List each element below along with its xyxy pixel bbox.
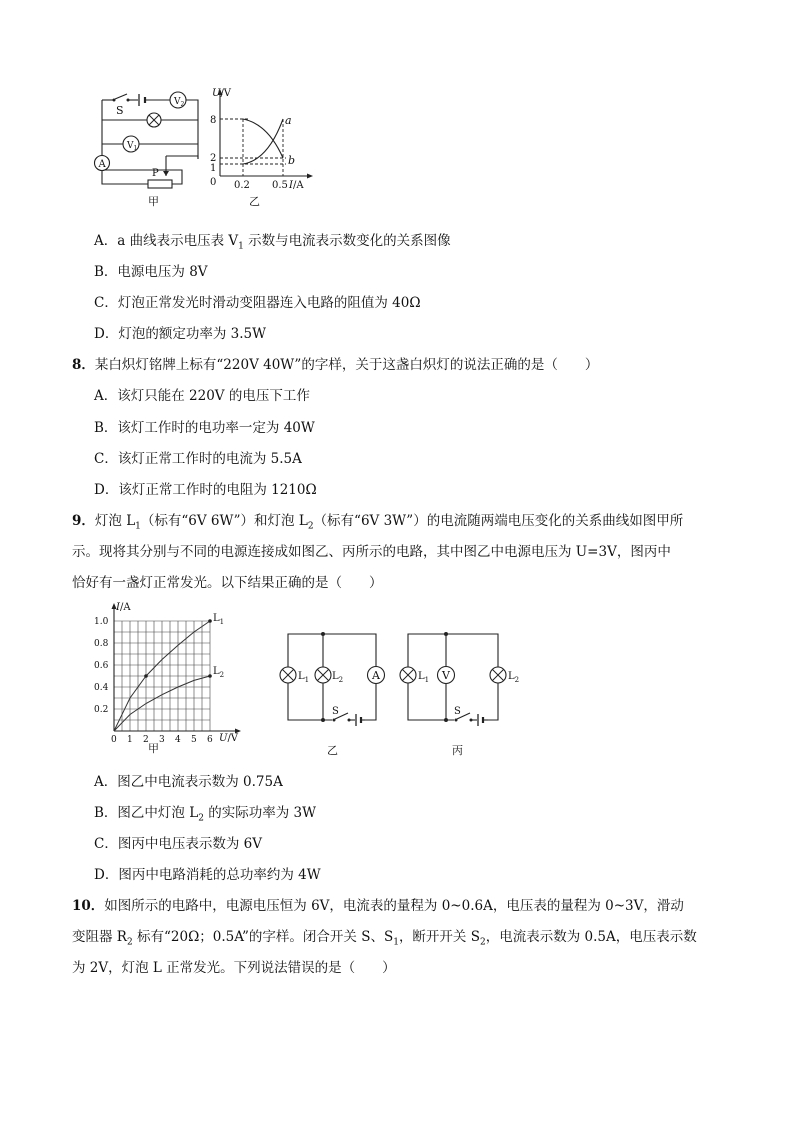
- x-tick-label: 5: [191, 735, 197, 745]
- x-tick-label: 4: [175, 735, 181, 745]
- q9-option-b[interactable]: B．图乙中灯泡 $L_2$ 的实际功率为 3W: [94, 805, 316, 824]
- curve-b: [243, 119, 283, 164]
- svg-text:S: S: [454, 706, 461, 717]
- q7-option-a[interactable]: A．a 曲线表示电压表 $V_1$ 示数与电流表示数变化的关系图像: [94, 233, 451, 252]
- y-tick-label: 0.8: [94, 639, 109, 649]
- q9-stem-line2: 示。现将其分别与不同的电源连接成如图乙、丙所示的电路，其中图乙中电源电压为 U=3V，图丙中: [72, 544, 671, 560]
- series-end-point-l1: [208, 619, 212, 623]
- svg-text:I/A: I/A: [289, 180, 304, 191]
- q7-option-d[interactable]: D．灯泡的额定功率为 3.5W: [94, 326, 266, 342]
- svg-text:0.5: 0.5: [272, 180, 288, 191]
- q9-option-a[interactable]: A．图乙中电流表示数为 0.75A: [94, 774, 283, 790]
- x-tick-label: 3: [159, 735, 165, 745]
- q8-option-a[interactable]: A．该灯只能在 220V 的电压下工作: [94, 388, 310, 404]
- q8-option-b[interactable]: B．该灯工作时的电功率一定为 40W: [94, 420, 315, 436]
- q8-option-c[interactable]: C．该灯正常工作时的电流为 5.5A: [94, 451, 302, 467]
- svg-text:A: A: [372, 669, 380, 682]
- svg-text:U/V: U/V: [212, 88, 232, 99]
- svg-text:1: 1: [210, 163, 217, 174]
- caption-jia: 甲: [148, 195, 159, 208]
- svg-text:S: S: [332, 706, 339, 717]
- q10-stem-line2: 变阻器 $R_2$ 标有“20Ω；0.5A”的字样。闭合开关 S、$S_1$，断开开关 $S_2$，电流表示数为 0.5A，电压表示数: [72, 929, 697, 948]
- svg-text:b: b: [288, 154, 296, 167]
- q8-option-d[interactable]: D．该灯正常工作时的电阻为 1210Ω: [94, 482, 317, 498]
- q9-option-c[interactable]: C．图丙中电压表示数为 6V: [94, 836, 262, 852]
- y-tick-label: 1.0: [94, 617, 109, 627]
- svg-text:L2: $L_2$: [332, 671, 344, 684]
- svg-text:A: A: [98, 159, 106, 170]
- svg-text:0.2: 0.2: [234, 180, 250, 191]
- iu-chart: [88, 598, 258, 763]
- q10-stem-line3: 为 2V，灯泡 L 正常发光。下列说法错误的是（ ）: [72, 960, 396, 976]
- marker-point: [144, 674, 148, 678]
- series-label-l2: $L_2$: [213, 666, 225, 679]
- svg-text:V: V: [442, 669, 450, 682]
- q10-stem-line1: 10．如图所示的电路中，电源电压恒为 6V，电流表的量程为 0~0.6A，电压表的量程为 0~3V，滑动: [72, 898, 684, 914]
- q9-stem-line1: 9．灯泡 $L_1$（标有“6V 6W”）和灯泡 $L_2$（标有“6V 3W”）的电流随两端电压变化的关系曲线如图甲所: [72, 513, 684, 532]
- q9-option-d[interactable]: D．图丙中电路消耗的总功率约为 4W: [94, 867, 321, 883]
- svg-text:V2: $V_2$: [174, 97, 185, 108]
- x-tick-label: 6: [207, 735, 213, 745]
- figure-1: [90, 84, 350, 210]
- svg-text:2: 2: [210, 153, 217, 164]
- svg-text:L1: $L_1$: [418, 671, 430, 684]
- caption-bing: 丙: [452, 744, 463, 757]
- x-tick-label: 2: [143, 735, 149, 745]
- svg-text:a: a: [285, 114, 292, 127]
- rheostat-icon: [148, 180, 172, 188]
- svg-text:L1: $L_1$: [298, 671, 310, 684]
- switch-label: S: [116, 104, 124, 117]
- y-tick-label: 0.6: [94, 661, 109, 671]
- series-end-point-l2: [208, 674, 212, 678]
- svg-text:V1: $V_1$: [127, 141, 138, 152]
- caption-jia-2: 甲: [148, 742, 159, 755]
- q7-option-c[interactable]: C．灯泡正常发光时滑动变阻器连入电路的阻值为 40Ω: [94, 295, 421, 311]
- caption-yi: 乙: [249, 195, 260, 208]
- caption-yi-2: 乙: [327, 744, 338, 757]
- y-tick-label: 0.2: [94, 705, 109, 715]
- y-tick-label: 0.4: [94, 683, 109, 693]
- svg-text:8: 8: [210, 115, 217, 126]
- figure-2-circuits: [268, 620, 528, 765]
- series-label-l1: $L_1$: [213, 613, 225, 626]
- x-tick-label: 1: [127, 735, 133, 745]
- x-tick-label: 0: [111, 735, 117, 745]
- slider-label: P: [152, 168, 159, 179]
- q8-stem: 8．某白炽灯铭牌上标有“220V 40W”的字样，关于这盏白炽灯的说法正确的是（ ）: [72, 357, 599, 373]
- curve-a: [243, 119, 283, 158]
- svg-text:0: 0: [210, 177, 217, 188]
- q9-stem-line3: 恰好有一盏灯正常发光。以下结果正确的是（ ）: [72, 575, 383, 591]
- q7-option-b[interactable]: B．电源电压为 8V: [94, 264, 208, 280]
- svg-text:L2: $L_2$: [508, 671, 520, 684]
- chart-xlabel: U/V: [219, 733, 239, 744]
- chart-ylabel: I/A: [116, 602, 131, 613]
